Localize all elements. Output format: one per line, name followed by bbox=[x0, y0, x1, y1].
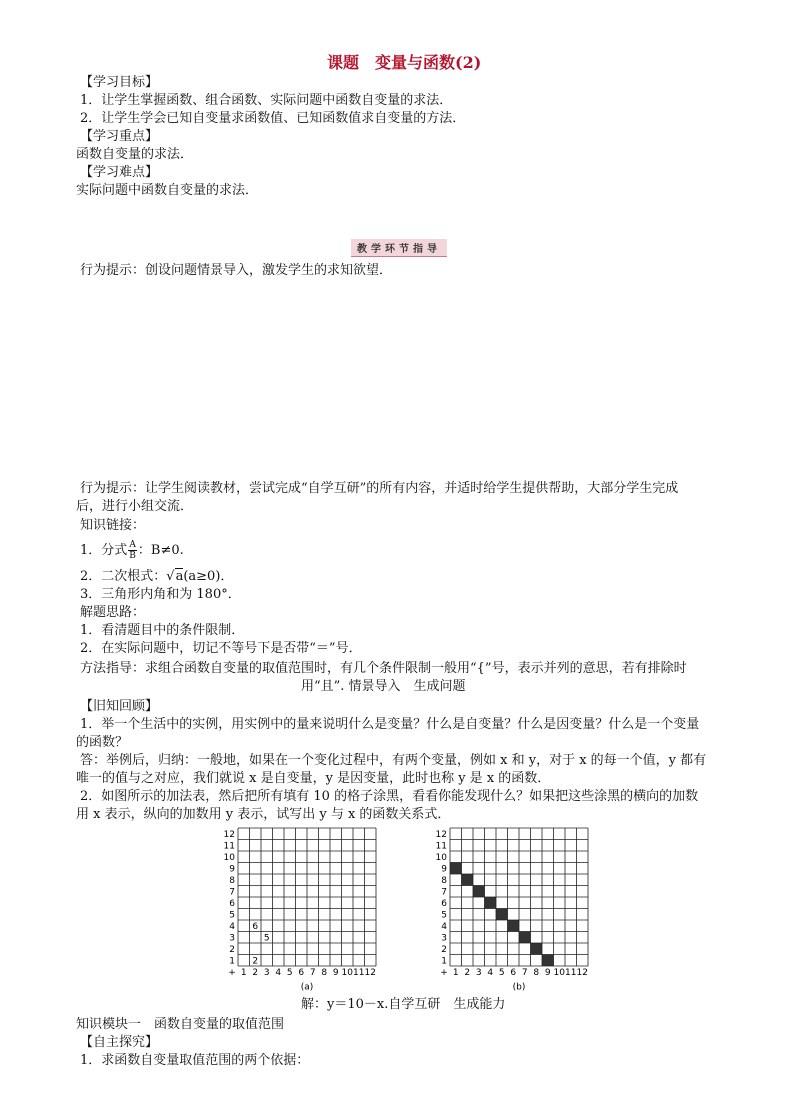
cell-value: 2 bbox=[252, 956, 259, 967]
plus-sign: + bbox=[440, 968, 448, 978]
col-label: 6 bbox=[510, 968, 517, 978]
col-label: 3 bbox=[263, 968, 270, 978]
knowledge-link-item-1 bbox=[80, 540, 184, 561]
row-label: 9 bbox=[441, 864, 447, 875]
shaded-cell bbox=[508, 920, 520, 932]
col-label: 8 bbox=[533, 968, 540, 978]
behavior-hint-2-line1: 行为提示：让学生阅读教材，尝试完成“自学互研”的所有内容，并适时给学生提供帮助，大部分学生完成 bbox=[80, 481, 679, 496]
col-label: 12 bbox=[364, 968, 376, 978]
module1-sub-heading: 【自主探究】 bbox=[80, 1035, 159, 1050]
row-label: 8 bbox=[441, 876, 447, 886]
col-label: 7 bbox=[521, 968, 528, 978]
cell-value: 5 bbox=[263, 933, 270, 944]
review-a1-line1: 答：举例后，归纳：一般地，如果在一个变化过程中，有两个变量，例如 x 和 y，对于 x 的每一个值，y 都有 bbox=[80, 753, 707, 768]
fraction-a-over-b bbox=[128, 540, 137, 561]
col-label: 3 bbox=[475, 968, 482, 978]
row-label: 4 bbox=[441, 922, 447, 932]
col-label: 1 bbox=[240, 968, 247, 978]
shaded-cell bbox=[462, 874, 474, 886]
fraction-prefix: 1．分式 bbox=[80, 543, 128, 558]
addition-table-a bbox=[222, 822, 376, 997]
sqrt-condition: (a≥0)． bbox=[183, 569, 234, 584]
row-label: 5 bbox=[441, 910, 447, 921]
row-label: 6 bbox=[229, 899, 235, 909]
row-label: 3 bbox=[441, 933, 447, 944]
col-label: 5 bbox=[286, 968, 293, 978]
shaded-cell bbox=[542, 955, 554, 967]
knowledge-link-heading: 知识链接： bbox=[80, 518, 146, 533]
row-label: 4 bbox=[229, 922, 235, 932]
row-label: 2 bbox=[229, 945, 235, 955]
row-label: 8 bbox=[229, 876, 235, 886]
key-point-heading: 【学习重点】 bbox=[80, 129, 159, 144]
review-heading: 【旧知回顾】 bbox=[80, 699, 159, 714]
cell-value: 6 bbox=[252, 922, 259, 932]
row-label: 1 bbox=[229, 956, 235, 967]
row-label: 11 bbox=[435, 841, 447, 852]
col-label: 7 bbox=[309, 968, 316, 978]
review-q1-line2: 的函数？ bbox=[76, 735, 129, 750]
plus-sign: + bbox=[228, 968, 236, 978]
col-label: 9 bbox=[332, 968, 339, 978]
row-label: 3 bbox=[229, 933, 235, 944]
shaded-cell bbox=[485, 897, 497, 909]
page-title: 课题 变量与函数(2) bbox=[327, 53, 482, 72]
col-label: 11 bbox=[565, 968, 577, 978]
row-label: 7 bbox=[229, 887, 235, 898]
module1-item-1: 1．求函数自变量取值范围的两个依据： bbox=[80, 1053, 310, 1068]
col-label: 10 bbox=[553, 968, 565, 978]
col-label: 4 bbox=[487, 968, 494, 978]
approach-item-2: 2．在实际问题中，切记不等号下是否带“＝”号． bbox=[80, 641, 362, 656]
col-label: 10 bbox=[341, 968, 353, 978]
knowledge-link-item-2 bbox=[80, 568, 233, 585]
row-label: 12 bbox=[223, 830, 235, 840]
approach-item-1: 1．看清题目中的条件限制． bbox=[80, 623, 245, 638]
shaded-cell bbox=[473, 886, 485, 898]
sqrt-prefix: 2．二次根式： bbox=[80, 569, 167, 584]
col-label: 12 bbox=[576, 968, 588, 978]
goal-item-1: 1．让学生掌握函数、组合函数、实际问题中函数自变量的求法． bbox=[80, 93, 453, 108]
row-label: 2 bbox=[441, 945, 447, 955]
difficulty-heading: 【学习难点】 bbox=[80, 165, 159, 180]
col-label: 4 bbox=[275, 968, 282, 978]
row-label: 10 bbox=[223, 853, 235, 863]
col-label: 1 bbox=[452, 968, 459, 978]
col-label: 8 bbox=[321, 968, 328, 978]
row-label: 11 bbox=[223, 841, 235, 852]
row-label: 10 bbox=[435, 853, 447, 863]
figure-caption: (a) bbox=[300, 982, 314, 993]
behavior-hint-1: 行为提示：创设问题情景导入，激发学生的求知欲望． bbox=[80, 263, 393, 278]
review-q2-line2: 用 x 表示，纵向的加数用 y 表示，试写出 y 与 x 的函数关系式． bbox=[76, 807, 451, 822]
goals-heading: 【学习目标】 bbox=[80, 75, 159, 90]
sqrt-symbol: √ bbox=[166, 569, 175, 584]
col-label: 5 bbox=[498, 968, 505, 978]
addition-table-b bbox=[434, 822, 588, 997]
sqrt-radicand: a bbox=[175, 569, 184, 584]
col-label: 2 bbox=[252, 968, 259, 978]
col-label: 9 bbox=[544, 968, 551, 978]
figure-caption: (b) bbox=[512, 982, 526, 993]
section-banner: 教学环节指导 bbox=[351, 239, 447, 257]
shaded-cell bbox=[450, 863, 462, 875]
row-label: 5 bbox=[229, 910, 235, 921]
row-label: 9 bbox=[229, 864, 235, 875]
fraction-condition: ：B≠0. bbox=[137, 543, 184, 558]
knowledge-link-item-3: 3．三角形内角和为 180°． bbox=[80, 587, 241, 602]
method-line-1: 方法指导：求组合函数自变量的取值范围时，有几个条件限制一般用“{”号，表示并列的意思，若有排除时 bbox=[80, 661, 687, 676]
review-q2-line1: 2．如图所示的加法表，然后把所有填有 10 的格子涂黑，看看你能发现什么？如果把这些涂黑的横向的加数 bbox=[80, 789, 699, 804]
review-a1-line2: 唯一的值与之对应，我们就说 x 是自变量，y 是因变量，此时也称 y 是 x 的函数． bbox=[76, 771, 551, 786]
goal-item-2: 2．让学生学会已知自变量求函数值、已知函数值求自变量的方法． bbox=[80, 111, 466, 126]
method-line-2: 用“且”. 情景导入 生成问题 bbox=[301, 679, 466, 694]
fraction-numerator: A bbox=[129, 540, 136, 550]
key-point-text: 函数自变量的求法． bbox=[76, 147, 194, 162]
shaded-cell bbox=[531, 943, 543, 955]
col-label: 11 bbox=[353, 968, 365, 978]
shaded-cell bbox=[496, 909, 508, 921]
row-label: 7 bbox=[441, 887, 447, 898]
behavior-hint-2-line2: 后，进行小组交流． bbox=[76, 499, 194, 514]
row-label: 6 bbox=[441, 899, 447, 909]
approach-heading: 解题思路： bbox=[80, 605, 146, 620]
row-label: 1 bbox=[441, 956, 447, 967]
col-label: 2 bbox=[464, 968, 471, 978]
module1-heading: 知识模块一 函数自变量的取值范围 bbox=[76, 1017, 285, 1032]
review-q1-line1: 1．举一个生活中的实例，用实例中的量来说明什么是变量？什么是自变量？什么是因变量？什么是一个变量 bbox=[80, 717, 700, 732]
shaded-cell bbox=[519, 932, 531, 944]
fraction-denominator: B bbox=[129, 551, 136, 561]
difficulty-text: 实际问题中函数自变量的求法． bbox=[76, 183, 259, 198]
solution-line: 解：y＝10－x.自学互研 生成能力 bbox=[301, 997, 506, 1012]
col-label: 6 bbox=[298, 968, 305, 978]
row-label: 12 bbox=[435, 830, 447, 840]
